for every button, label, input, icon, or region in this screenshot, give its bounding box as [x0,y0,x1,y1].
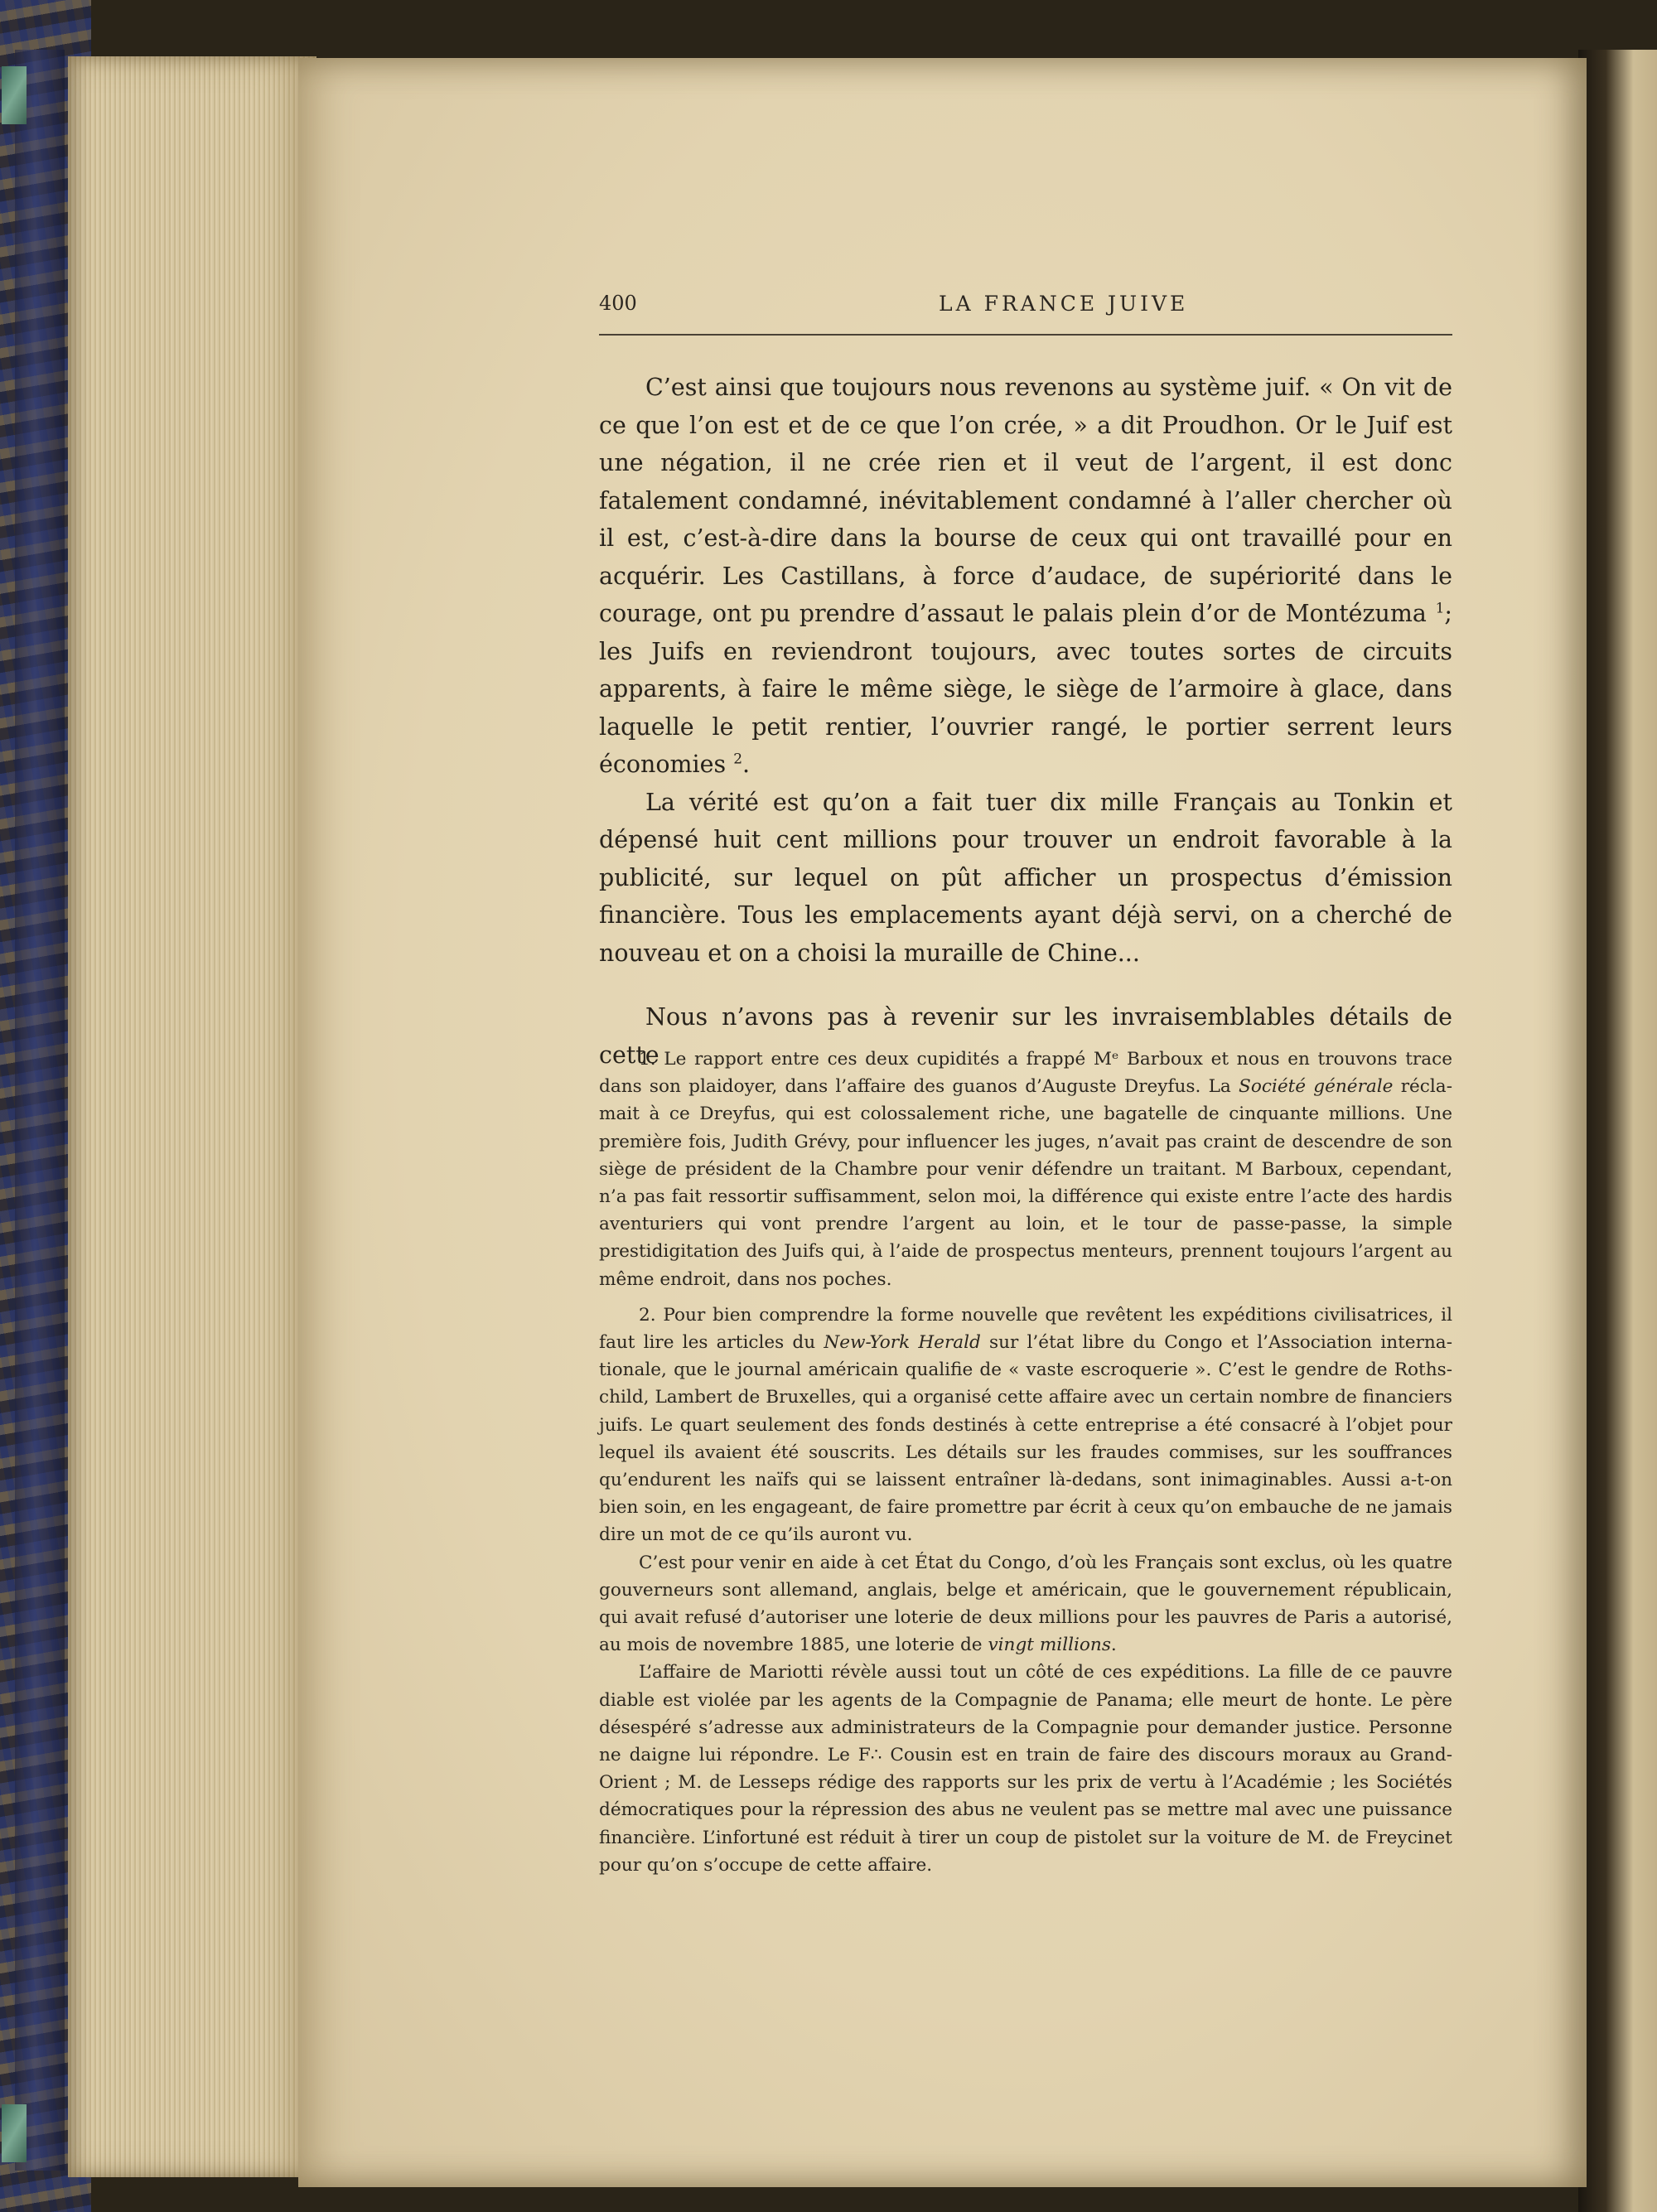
facing-page-gutter [1578,50,1657,2212]
paragraph-2: La vérité est qu’on a fait tuer dix mille Français au Tonkin et dépensé huit cent millions pour trouver un endroit favorable à la publicité, sur lequel on pût afficher un prospectus d’émission financière. Tous les emplacements ayant déjà servi, on a cherché de nouveau et on a choisi la muraille de Chine... [599,788,1452,967]
footnotes [599,1046,1452,1879]
page-header [599,292,1452,325]
running-title: LA FRANCE JUIVE [939,292,1189,316]
footnote-2-para-3: L’affaire de Mariotti révèle aussi tout un côté de ces expéditions. La fille de ce pauvre diable est violée par les agents de la Compagnie de Panama; elle meurt de honte. Le père désespéré s’adresse aux administrateurs de la Compagnie pour demander justice. Personne ne daigne lui répondre. Le F∴ Cousin est en train de faire des discours moraux au Grand-Orient ; M. de Lesseps rédige des rapports sur les prix de vertu à l’Académie ; les Sociétés démocratiques pour la répression des abus ne veulent pas se mettre mal avec une puissance financière. L’infortuné est réduit à tirer un coup de pistolet sur la voiture de M. de Freycinet pour qu’on s’occupe de cette affaire. [599,1662,1452,1876]
footnote-2: 2. Pour bien comprendre la forme nouvelle que revêtent les expéditions civilisatrices, il faut lire les articles du New-York Herald sur l’état libre du Congo et l’Association internationale, que le journal américain qualifie de « vaste escroquerie ». C’est le gendre de Rothschild, Lambert de Bruxelles, qui a organisé cette affaire avec un certain nombre de financiers juifs. Le quart seulement des fonds destinés à cette entreprise a été consacré à l’objet pour lequel ils avaient été souscrits. Les détails sur les fraudes commises, sur les souffrances qu’endurent les naïfs qui se laissent entraîner là-dedans, sont inimaginables. Aussi a-t-on bien soin, en les engageant, de faire promettre par écrit à ceux qu’on embauche de ne jamais dire un mot de ce qu’ils auront vu. [599,1304,1452,1546]
footnote-ref-1: 1 [1435,600,1445,617]
main-text [599,369,1452,1074]
paragraph-3: Nous n’avons pas à revenir sur les invraisemblables détails de cette [599,1003,1452,1069]
page-number: 400 [599,292,637,315]
paragraph-1: C’est ainsi que toujours nous revenons au système juif. « On vit de ce que l’on est et de ce que l’on crée, » a dit Proudhon. Or le Juif est une négation, il ne crée rien et il veut de l’argent, il est donc fatalement condamné, inévitablement condamné à l’aller chercher où il est, c’est-à-dire dans la bourse de ceux qui ont travaillé pour en acquérir. Les Castillans, à force d’audace, de supériorité dans le courage, ont pu prendre d’assaut le palais plein d’or de Montézuma $^1$; les Juifs en reviendront toujours, avec toutes sortes de circuits apparents, à faire le même siège, le siège de l’armoire à glace, dans laquelle le petit rentier, l’ouvrier rangé, le portier serrent leurs économies $^2$. [599,374,1452,778]
cover-corner-cloth [2,2104,27,2162]
footnote-1: 1. Le rapport entre ces deux cupidités a frappé Mᵉ Barboux et nous en trouvons trace dans son plaidoyer, dans l’affaire des guanos d’Auguste Dreyfus. La Société générale réclamait à ce Dreyfus, qui est colossalement riche, une bagatelle de cinquante millions. Une première fois, Judith Grévy, pour influencer les juges, n’avait pas craint de descendre de son siège de président de la Chambre pour venir défendre un traitant. M Barboux, cependant, n’a pas fait ressortir suffisamment, selon moi, la différence qui existe entre l’acte des hardis aventuriers qui vont prendre l’argent au loin, et le tour de passe-passe, la simple prestidigitation des Juifs qui, à l’aide de prospectus menteurs, prennent toujours l’argent au même endroit, dans nos poches. [599,1049,1452,1290]
cover-marbled-edge [15,50,65,2171]
footnote-2-para-2: C’est pour venir en aide à cet État du Congo, d’où les Français sont exclus, où les quatre gouverneurs sont allemand, anglais, belge et américain, que le gouvernement républicain, qui avait refusé d’autoriser une loterie de deux millions pour les pauvres de Paris a autorisé, au mois de novembre 1885, une loterie de vingt millions. [599,1552,1452,1656]
page-edges [68,56,316,2177]
footnote-ref-2: 2 [733,751,743,768]
cover-corner-cloth [2,66,27,124]
header-rule [599,334,1452,336]
